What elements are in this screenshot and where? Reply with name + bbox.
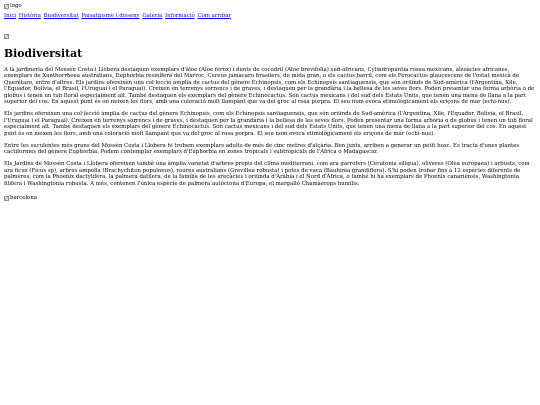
nav-link-biodiversitat[interactable]: Biodiversitat [43, 13, 79, 20]
broken-image-icon [4, 4, 9, 9]
nav-link-informacio[interactable]: Informació [165, 13, 195, 20]
paragraph-trees: Els Jardins de Mossèn Costa i Llobera ofereixen també una àmplia varietat d'arbres propis del clima mediterrani, com ara garrofers (Ceratonia siliqua), oliveres (Olea europaea) i arbusts, com ara ficus (Ficus sp), arbres ampolla (Brachychiton populneus), roures australians (Grevillea robusta) i potes de vaca (Bauhinia grandiflora). S'hi poden trobar fins a 12 espècies diferents de palmeres, com la Phoenix dactylifera, la palmera datilera, de la família de les arecàcies i oriünda d'Aràbia i el Nord d'Àfrica, o també hi ha exemplars de Phoenix canariensis, Washingtonia filifera i Washingtonia robusta. A més, contenen l'única espècie de palmera autòctona d'Europa, el margalló Chamaerops humilis. [4, 161, 530, 187]
nav-link-historia[interactable]: Història [18, 13, 41, 20]
paragraph-euphorbia: Entre les suculentes més grans del Mossèn Costa i Llobera hi trobem exemplars adults de més de cinc metres d'alçària. Ben junts, arriben a generar un petit bosc. Es tracta d'unes plantes cactiformes del gènere Euphorbia. Podem contemplar exemplars d'Euphorbia en zones tropicals i subtropicals de l'Àfrica o Madagascar. [4, 142, 520, 156]
footer-image [4, 195, 536, 201]
nav-link-inici[interactable]: Inici [4, 13, 17, 20]
paragraph-intro: A la jardineria del Mossèn Costa i Llobera destaquen exemplars d'àloe (Aloe ferox) i dents de cocodril (Aloe brevifolia) sud-africans, Cylindropuntia rosea mexicans, alzoàcies africanes, exemplars de Xanthorrhoea australians, Euphorbia resinífera del Marroc, Cereus jamacaru brasilers, de mida gran, o els cactus barril, com els Ferocactus glaucescens de l'estat mexicà de Querétaro, entre d'altres. Els jardins ofereixen una col·lecció àmplia de cactus del gènere Echinopsis, com els Echinopsis santiaguensis, que són oriünds de Sud-amèrica (l'Argentina, Xile, l'Equador, Bolívia, el Brasil, l'Uruguai i el Paraguai). Creixen en terrenys sorrencs i de graves, i destaquen per la grandària i la bellesa de les seves flors. Poden presentar una forma arbòria o de globus i tenen un tub floral especialment alt. També destaquen els exemplars del gènere Echinocactus. Són cactus mexicans i del sud dels Estats Units, que tenen una mena de llana a la part superior del cos. En aquest punt és on neixen les flors, amb una coloració molt llampant que va del groc al rosa porpra. El seu nom evoca etimològicament els eriçons de mar (echi-nus). [4, 66, 535, 106]
paragraph-echinopsis: Els jardins ofereixen una col·lecció àmplia de cactus del gènere Echinopsis, com els Echinopsis santiaguensis, que són oriünds de Sud-amèrica (l'Argentina, Xile, l'Equador, Bolívia, el Brasil, l'Uruguai i el Paraguai). Creixen en terrenys sorrencs i de graves, i destaquen per la grandària i la bellesa de les seves flors. Poden presentar una forma arbòria o de globus i tenen un tub floral especialment alt. També destaquen els exemplars del gènere Echinocactus. Són cactus mexicans i del sud dels Estats Units, que tenen una mena de llana a la part superior del cos. En aquest punt és on neixen les flors, amb una coloració molt llampant que va del groc al rosa porpra. El seu nom evoca etimològicament els eriçons de mar (echi-nus). [4, 111, 533, 137]
broken-image-icon [4, 196, 9, 201]
footer-image-alt-text: barcelona [10, 195, 38, 202]
nav-link-paisatgisme[interactable]: Paisatgisme i disseny [81, 13, 140, 20]
main-nav [4, 13, 536, 19]
page-title: Biodiversitat [4, 46, 83, 60]
logo-image[interactable] [4, 3, 536, 9]
header-image [4, 34, 536, 40]
broken-image-icon [4, 34, 9, 39]
nav-link-com-arribar[interactable]: Com arribar [197, 13, 231, 20]
nav-link-galeria[interactable]: Galeria [142, 13, 163, 20]
logo-alt-text: logo [10, 3, 22, 9]
page [0, 0, 540, 202]
